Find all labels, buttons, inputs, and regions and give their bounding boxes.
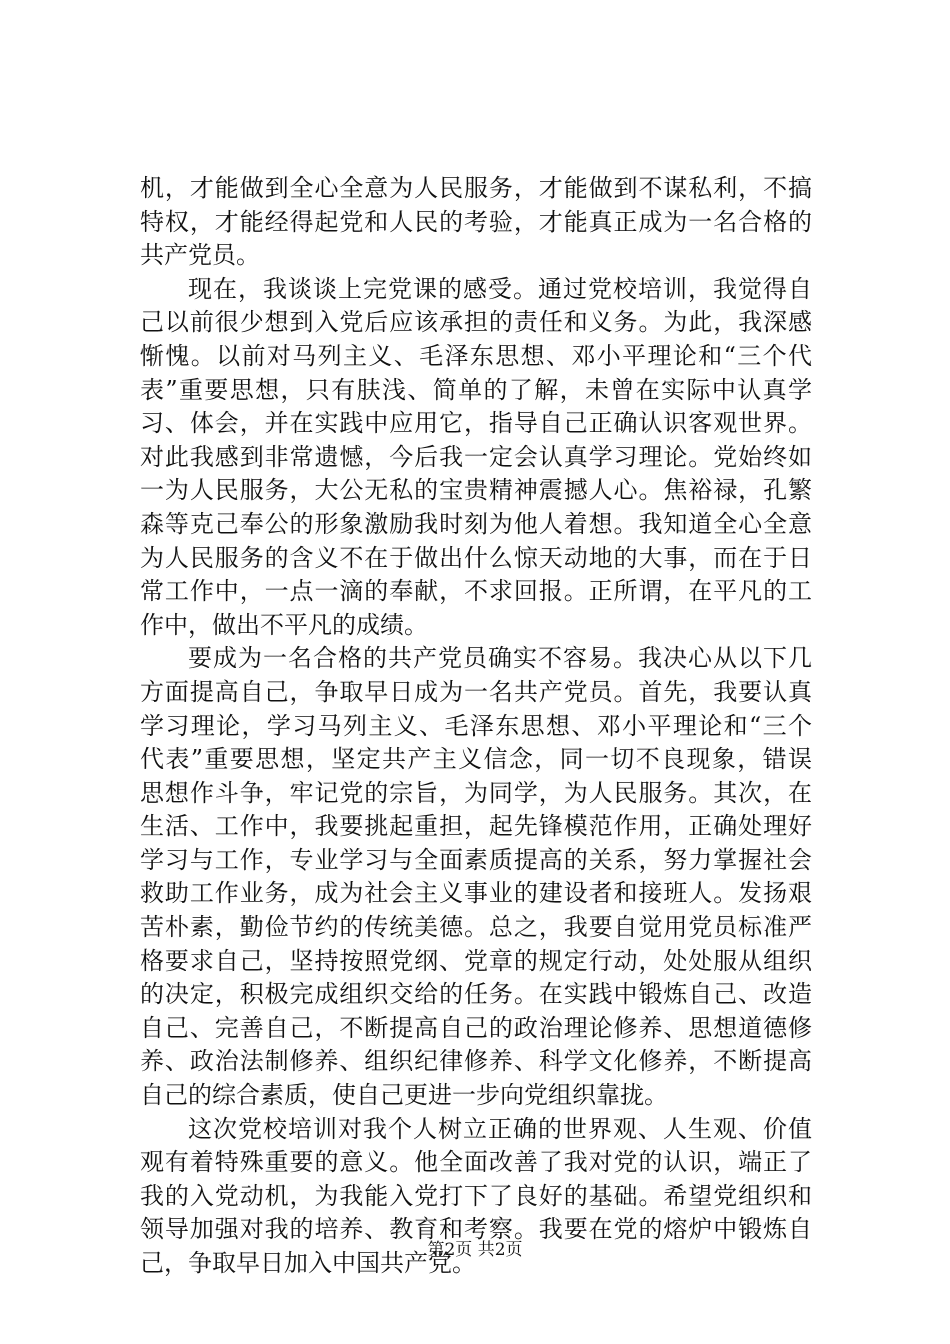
text-line: 己，争取早日加入中国共产党。 bbox=[140, 1249, 476, 1277]
text-line: 常工作中，一点一滴的奉献，不求回报。正所谓，在平凡的工 bbox=[140, 577, 812, 606]
text-line: 方面提高自己，争取早日成为一名共产党员。首先，我要认真 bbox=[140, 677, 812, 706]
text-line: 自己的综合素质，使自己更进一步向党组织靠拢。 bbox=[140, 1081, 668, 1110]
text-line: 惭愧。以前对马列主义、毛泽东思想、邓小平理论和“三个代 bbox=[140, 341, 812, 370]
text-line: 为人民服务的含义不在于做出什么惊天动地的大事，而在于日 bbox=[140, 543, 812, 572]
text-line: 学习理论，学习马列主义、毛泽东思想、邓小平理论和“三个 bbox=[140, 711, 812, 740]
paragraph bbox=[140, 273, 812, 643]
text-line: 机，才能做到全心全意为人民服务，才能做到不谋私利，不搞 bbox=[140, 174, 812, 202]
text-line: 自己、完善自己，不断提高自己的政治理论修养、思想道德修 bbox=[140, 1013, 812, 1042]
text-line: 生活、工作中，我要挑起重担，起先锋模范作用，正确处理好 bbox=[140, 812, 812, 841]
document-body bbox=[140, 172, 812, 1281]
text-line: 学习与工作，专业学习与全面素质提高的关系，努力掌握社会 bbox=[140, 845, 812, 874]
text-line: 现在，我谈谈上完党课的感受。通过党校培训，我觉得自 bbox=[188, 274, 812, 303]
paragraph bbox=[140, 642, 812, 1112]
text-line: 我的入党动机，为我能入党打下了良好的基础。希望党组织和 bbox=[140, 1181, 812, 1210]
paragraph bbox=[140, 172, 812, 273]
text-line: 表”重要思想，只有肤浅、简单的了解，未曾在实际中认真学 bbox=[140, 375, 812, 404]
text-line: 养、政治法制修养、组织纪律修养、科学文化修养，不断提高 bbox=[140, 1047, 812, 1076]
text-line: 代表”重要思想，坚定共产主义信念，同一切不良现象，错误 bbox=[140, 745, 812, 774]
text-line: 观有着特殊重要的意义。他全面改善了我对党的认识，端正了 bbox=[140, 1148, 812, 1177]
text-line: 格要求自己，坚持按照党纲、党章的规定行动，处处服从组织 bbox=[140, 946, 812, 975]
text-line: 特权，才能经得起党和人民的考验，才能真正成为一名合格的 bbox=[140, 207, 812, 236]
text-line: 对此我感到非常遗憾，今后我一定会认真学习理论。党始终如 bbox=[140, 442, 812, 471]
text-line: 的决定，积极完成组织交给的任务。在实践中锻炼自己、改造 bbox=[140, 980, 812, 1009]
text-line: 救助工作业务，成为社会主义事业的建设者和接班人。发扬艰 bbox=[140, 879, 812, 908]
text-line: 作中，做出不平凡的成绩。 bbox=[140, 610, 428, 639]
text-line: 习、体会，并在实践中应用它，指导自己正确认识客观世界。 bbox=[140, 409, 812, 438]
text-line: 一为人民服务，大公无私的宝贵精神震撼人心。焦裕禄，孔繁 bbox=[140, 476, 812, 505]
page-footer: 第2页 共2页 bbox=[427, 1240, 523, 1260]
text-line: 这次党校培训对我个人树立正确的世界观、人生观、价值 bbox=[188, 1114, 812, 1143]
text-line: 苦朴素，勤俭节约的传统美德。总之，我要自觉用党员标准严 bbox=[140, 913, 812, 942]
text-line: 思想作斗争，牢记党的宗旨，为同学，为人民服务。其次，在 bbox=[140, 778, 812, 807]
text-line: 共产党员。 bbox=[140, 241, 260, 270]
text-line: 要成为一名合格的共产党员确实不容易。我决心从以下几 bbox=[188, 644, 812, 673]
text-line: 森等克己奉公的形象激励我时刻为他人着想。我知道全心全意 bbox=[140, 509, 812, 538]
text-line: 领导加强对我的培养、教育和考察。我要在党的熔炉中锻炼自 bbox=[140, 1215, 812, 1244]
text-line: 己以前很少想到入党后应该承担的责任和义务。为此，我深感 bbox=[140, 308, 812, 337]
